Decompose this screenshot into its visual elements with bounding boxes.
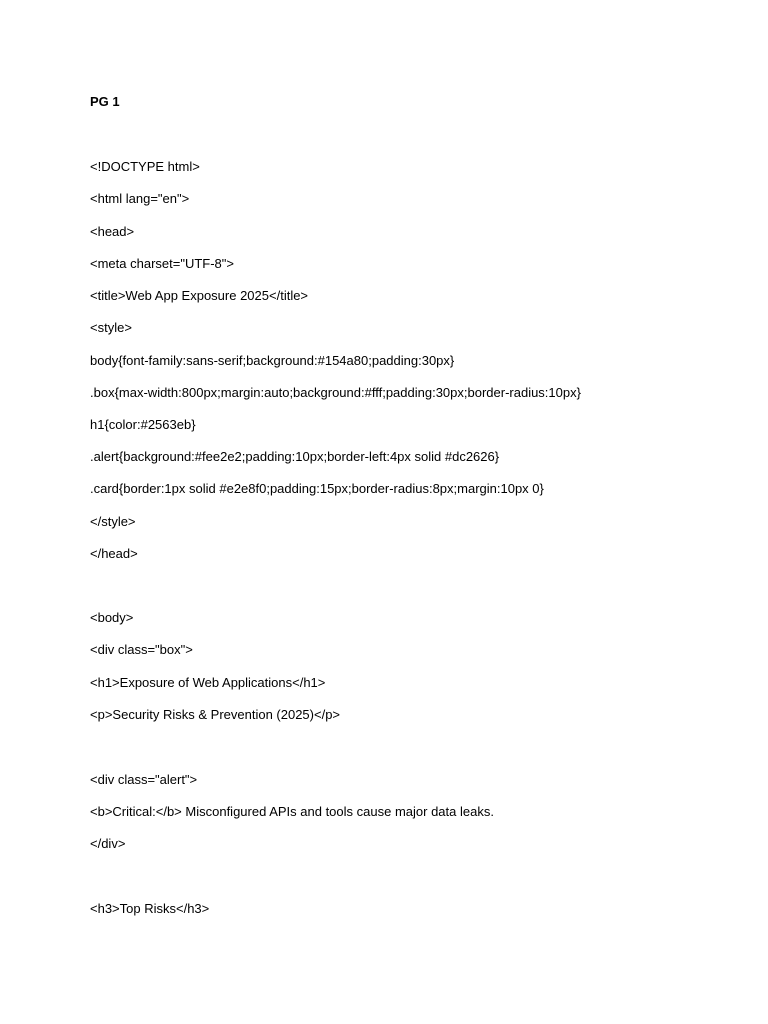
code-line-doctype: <!DOCTYPE html> — [90, 159, 200, 174]
code-line-alert-content: <b>Critical:</b> Misconfigured APIs and tools cause major data leaks. — [90, 804, 494, 819]
code-line-h1: <h1>Exposure of Web Applications</h1> — [90, 675, 326, 690]
code-line-head-close: </head> — [90, 546, 138, 561]
code-line-div-close: </div> — [90, 836, 126, 851]
code-line-h1-rule: h1{color:#2563eb} — [90, 417, 196, 432]
code-line-box-div: <div class="box"> — [90, 642, 193, 657]
code-line-h3: <h3>Top Risks</h3> — [90, 901, 210, 916]
code-line-style-close: </style> — [90, 514, 136, 529]
code-line-body-open: <body> — [90, 610, 134, 625]
code-line-card-rule: .card{border:1px solid #e2e8f0;padding:15px;border-radius:8px;margin:10px 0} — [90, 481, 544, 496]
code-line-alert-div: <div class="alert"> — [90, 772, 198, 787]
code-line-head-open: <head> — [90, 224, 135, 239]
code-line-alert-rule: .alert{background:#fee2e2;padding:10px;border-left:4px solid #dc2626} — [90, 449, 500, 464]
code-line-paragraph: <p>Security Risks & Prevention (2025)</p> — [90, 707, 341, 722]
code-line-html-open: <html lang="en"> — [90, 191, 190, 206]
code-line-style-open: <style> — [90, 320, 132, 335]
code-line-body-rule: body{font-family:sans-serif;background:#154a80;padding:30px} — [90, 353, 455, 368]
code-line-title: <title>Web App Exposure 2025</title> — [90, 288, 309, 303]
code-line-meta: <meta charset="UTF-8"> — [90, 256, 234, 271]
code-line-box-rule: .box{max-width:800px;margin:auto;background:#fff;padding:30px;border-radius:10px} — [90, 385, 581, 400]
page-heading: PG 1 — [90, 94, 120, 109]
